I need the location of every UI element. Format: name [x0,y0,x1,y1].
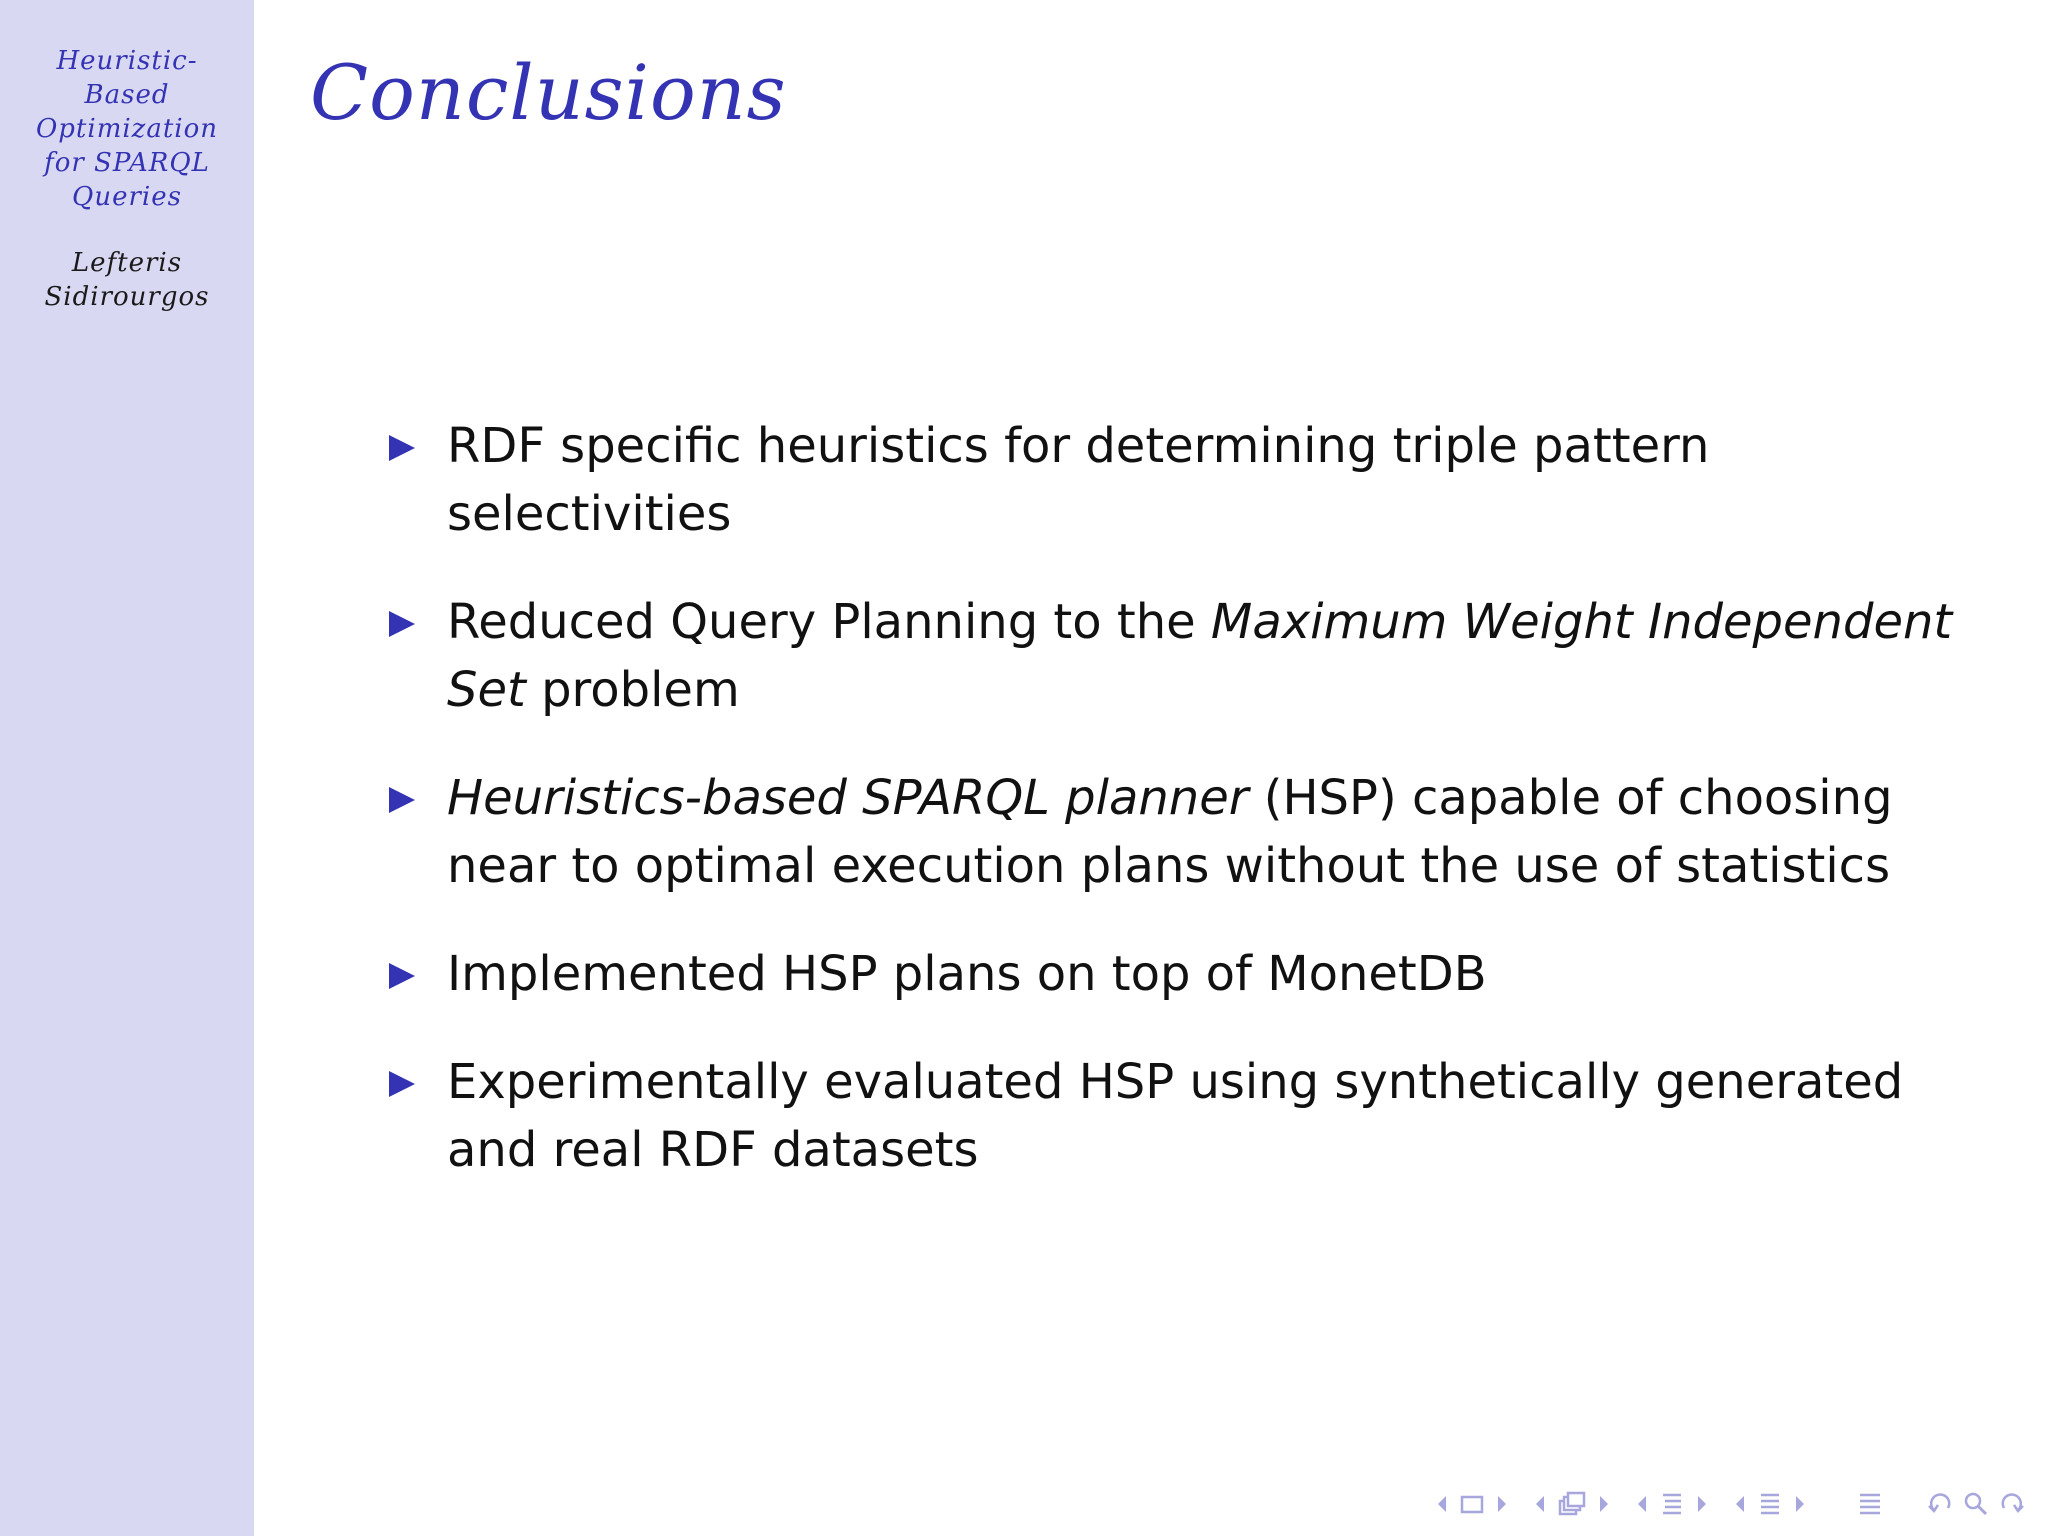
bullet-triangle-icon [389,787,415,813]
bullet-item [384,588,1964,724]
next-subsection-icon[interactable] [1690,1486,1714,1522]
next-slide-icon[interactable] [1490,1486,1514,1522]
sidebar-author-line: Lefteris [71,248,183,278]
bullet-item [384,412,1964,548]
bullet-triangle-icon [389,611,415,637]
slide-icon[interactable] [1454,1486,1490,1522]
bullet-triangle-icon [389,963,415,989]
sidebar-author[interactable] [0,246,254,314]
bullet-text: problem [525,662,740,718]
sidebar-author-line: Sidirourgos [44,282,210,312]
prev-frame-icon[interactable] [1528,1486,1552,1522]
frame-title: Conclusions [310,48,787,137]
bullet-item [384,940,1964,1008]
sidebar [0,0,254,1536]
toc-icon[interactable] [1852,1486,1888,1522]
bullet-triangle-icon [389,1071,415,1097]
prev-section-icon[interactable] [1728,1486,1752,1522]
bullet-text: Reduced Query Planning to the [447,594,1211,650]
bullet-list [384,412,1964,1224]
forward-icon[interactable] [1994,1486,2030,1522]
frame-icon[interactable] [1552,1486,1592,1522]
beamer-navigation-bar [1430,1486,2030,1522]
subsection-icon[interactable] [1654,1486,1690,1522]
bullet-text: Implemented HSP plans on top of MonetDB [447,946,1487,1002]
sidebar-title-line: Optimization [35,114,219,144]
sidebar-title-line: Based [84,80,170,110]
sidebar-title-line: for SPARQL [44,148,210,178]
back-icon[interactable] [1922,1486,1958,1522]
next-section-icon[interactable] [1788,1486,1812,1522]
prev-slide-icon[interactable] [1430,1486,1454,1522]
section-icon[interactable] [1752,1486,1788,1522]
bullet-item [384,764,1964,900]
bullet-text: Experimentally evaluated HSP using synthetically generated and real RDF datasets [447,1054,1904,1178]
sidebar-title-line: Heuristic- [56,46,198,76]
sidebar-title[interactable] [0,44,254,214]
bullet-item [384,1048,1964,1184]
bullet-triangle-icon [389,435,415,461]
bullet-text: (HSP) capable of choosing near to optimal execution plans without the use of statistics [447,770,1893,894]
bullet-emphasis-text: Maximum Weight Independent Set [447,594,1953,718]
search-icon[interactable] [1958,1486,1994,1522]
bullet-text: RDF specific heuristics for determining triple pattern selectivities [447,418,1710,542]
next-frame-icon[interactable] [1592,1486,1616,1522]
bullet-emphasis-text: Heuristics-based SPARQL planner [447,770,1249,826]
sidebar-title-line: Queries [72,182,182,212]
prev-subsection-icon[interactable] [1630,1486,1654,1522]
